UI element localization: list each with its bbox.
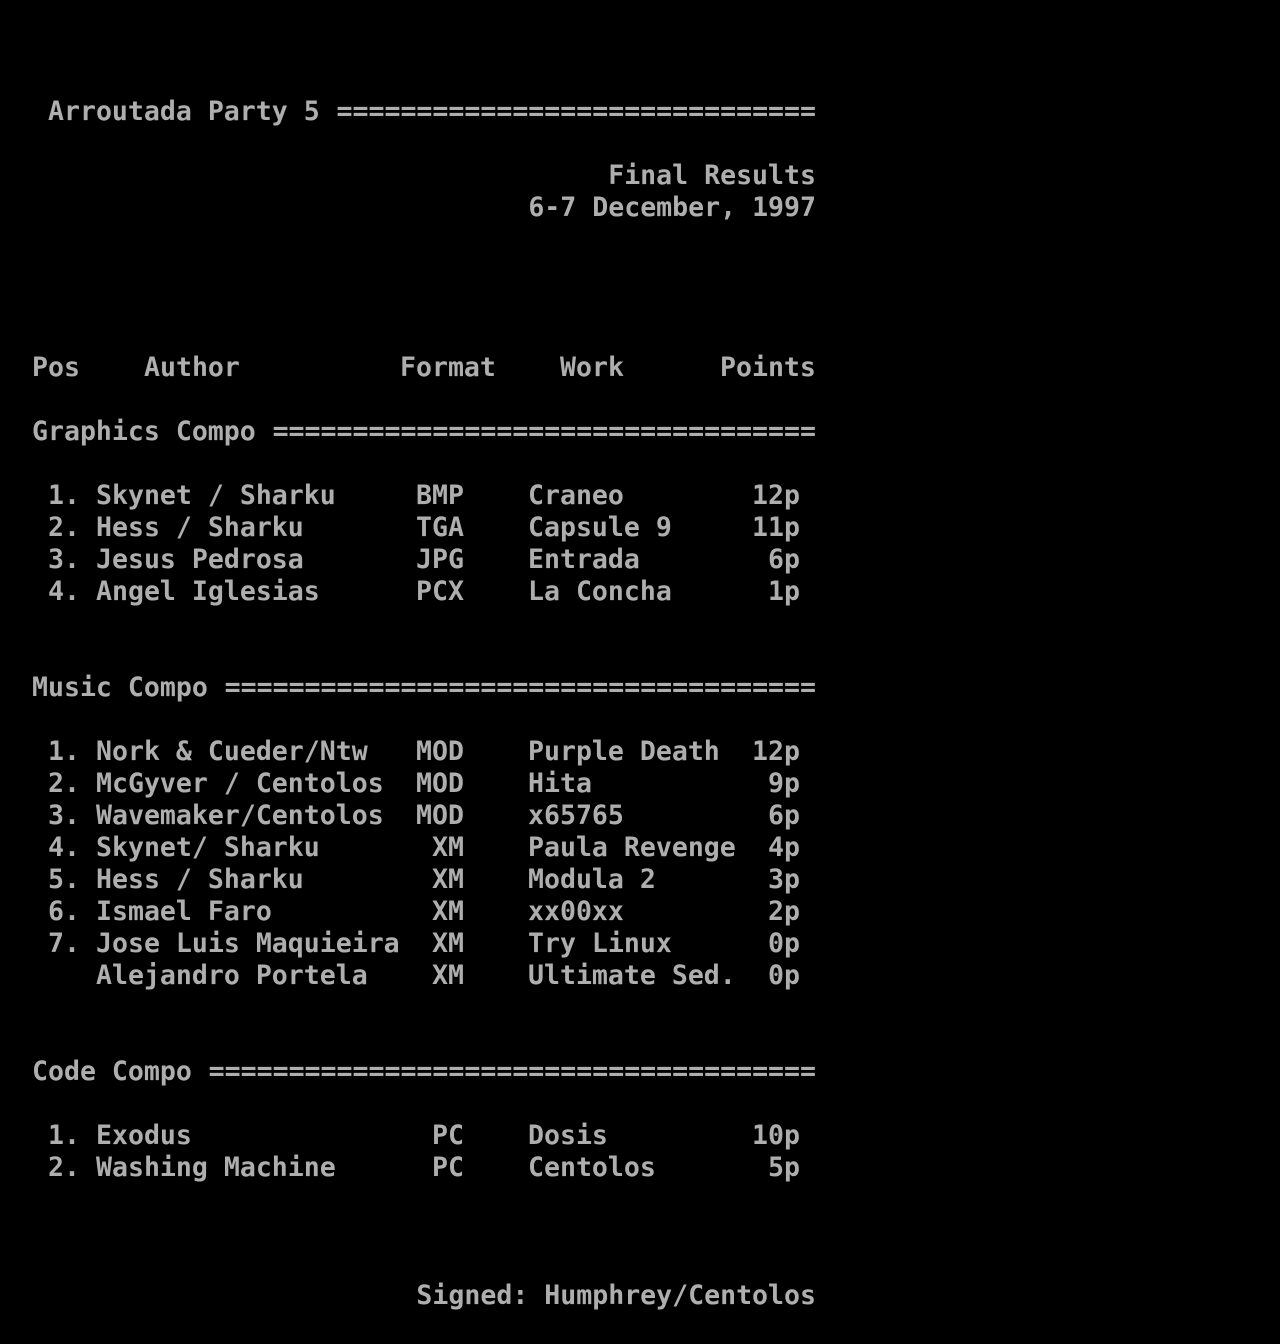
work-cell: x65765: [528, 800, 624, 831]
format-cell: XM: [432, 960, 464, 991]
points-cell: 0p: [768, 960, 800, 991]
subtitle-line-1: [0, 160, 1280, 192]
author-cell: Skynet/ Sharku: [96, 832, 320, 863]
format-cell: PC: [432, 1120, 464, 1151]
points-cell: 9p: [768, 768, 800, 799]
points-cell: 12p: [752, 480, 800, 511]
section-rule: ==================================: [272, 416, 816, 447]
table-row: [0, 896, 1280, 928]
pos-cell: 4.: [48, 576, 80, 607]
work-cell: Try Linux: [528, 928, 672, 959]
author-cell: Exodus: [96, 1120, 192, 1151]
pos-cell: 1.: [48, 1120, 80, 1151]
format-cell: XM: [432, 864, 464, 895]
work-cell: Centolos: [528, 1152, 656, 1183]
points-cell: 0p: [768, 928, 800, 959]
points-cell: 3p: [768, 864, 800, 895]
work-cell: Modula 2: [528, 864, 656, 895]
format-cell: JPG: [416, 544, 464, 575]
work-cell: xx00xx: [528, 896, 624, 927]
author-cell: Hess / Sharku: [96, 864, 304, 895]
section-header-graphics: [0, 416, 1280, 448]
author-cell: Hess / Sharku: [96, 512, 304, 543]
format-cell: PC: [432, 1152, 464, 1183]
format-cell: MOD: [416, 768, 464, 799]
table-row: [0, 960, 1280, 992]
pos-cell: 7.: [48, 928, 80, 959]
table-row: [0, 736, 1280, 768]
pos-cell: 4.: [48, 832, 80, 863]
author-cell: Alejandro Portela: [96, 960, 368, 991]
format-cell: TGA: [416, 512, 464, 543]
section-rule: =====================================: [224, 672, 816, 703]
work-cell: Purple Death: [528, 736, 720, 767]
col-header-author: Author: [144, 352, 240, 383]
points-cell: 6p: [768, 544, 800, 575]
table-row: [0, 512, 1280, 544]
pos-cell: 5.: [48, 864, 80, 895]
work-cell: Craneo: [528, 480, 624, 511]
col-header-work: Work: [560, 352, 624, 383]
pos-cell: 2.: [48, 1152, 80, 1183]
section-header-code: [0, 1056, 1280, 1088]
pos-cell: 2.: [48, 512, 80, 543]
signature: Signed: Humphrey/Centolos: [416, 1280, 816, 1311]
author-cell: Ismael Faro: [96, 896, 272, 927]
format-cell: MOD: [416, 736, 464, 767]
section-rule: ======================================: [208, 1056, 816, 1087]
work-cell: Paula Revenge: [528, 832, 736, 863]
author-cell: Wavemaker/Centolos: [96, 800, 384, 831]
table-row: [0, 1152, 1280, 1184]
pos-cell: 1.: [48, 736, 80, 767]
table-row: [0, 928, 1280, 960]
page-title: Arroutada Party 5: [48, 96, 320, 127]
points-cell: 1p: [768, 576, 800, 607]
date-label: 6-7 December, 1997: [528, 192, 816, 223]
title-line: [0, 96, 1280, 128]
work-cell: Capsule 9: [528, 512, 672, 543]
author-cell: McGyver / Centolos: [96, 768, 384, 799]
table-row: [0, 480, 1280, 512]
pos-cell: 3.: [48, 800, 80, 831]
format-cell: PCX: [416, 576, 464, 607]
points-cell: 2p: [768, 896, 800, 927]
points-cell: 12p: [752, 736, 800, 767]
section-title: Code Compo: [32, 1056, 192, 1087]
section-title: Graphics Compo: [32, 416, 256, 447]
format-cell: XM: [432, 832, 464, 863]
format-cell: XM: [432, 896, 464, 927]
work-cell: Ultimate Sed.: [528, 960, 736, 991]
table-row: [0, 1120, 1280, 1152]
author-cell: Angel Iglesias: [96, 576, 320, 607]
author-cell: Nork & Cueder/Ntw: [96, 736, 368, 767]
author-cell: Jose Luis Maquieira: [96, 928, 400, 959]
work-cell: La Concha: [528, 576, 672, 607]
table-row: [0, 800, 1280, 832]
points-cell: 6p: [768, 800, 800, 831]
author-cell: Skynet / Sharku: [96, 480, 336, 511]
pos-cell: 1.: [48, 480, 80, 511]
table-row: [0, 832, 1280, 864]
col-header-points: Points: [720, 352, 816, 383]
pos-cell: 3.: [48, 544, 80, 575]
table-row: [0, 544, 1280, 576]
pos-cell: 2.: [48, 768, 80, 799]
format-cell: MOD: [416, 800, 464, 831]
table-row: [0, 864, 1280, 896]
work-cell: Dosis: [528, 1120, 608, 1151]
table-row: [0, 768, 1280, 800]
format-cell: BMP: [416, 480, 464, 511]
title-rule: ==============================: [336, 96, 816, 127]
work-cell: Hita: [528, 768, 592, 799]
points-cell: 5p: [768, 1152, 800, 1183]
points-cell: 10p: [752, 1120, 800, 1151]
signature-line: [0, 1280, 1280, 1312]
points-cell: 4p: [768, 832, 800, 863]
col-header-pos: Pos: [32, 352, 80, 383]
section-header-music: [0, 672, 1280, 704]
final-results-label: Final Results: [608, 160, 816, 191]
author-cell: Washing Machine: [96, 1152, 336, 1183]
section-title: Music Compo: [32, 672, 208, 703]
subtitle-line-2: [0, 192, 1280, 224]
column-header-row: [0, 352, 1280, 384]
table-row: [0, 576, 1280, 608]
col-header-format: Format: [400, 352, 496, 383]
pos-cell: 6.: [48, 896, 80, 927]
format-cell: XM: [432, 928, 464, 959]
work-cell: Entrada: [528, 544, 640, 575]
points-cell: 11p: [752, 512, 800, 543]
author-cell: Jesus Pedrosa: [96, 544, 304, 575]
